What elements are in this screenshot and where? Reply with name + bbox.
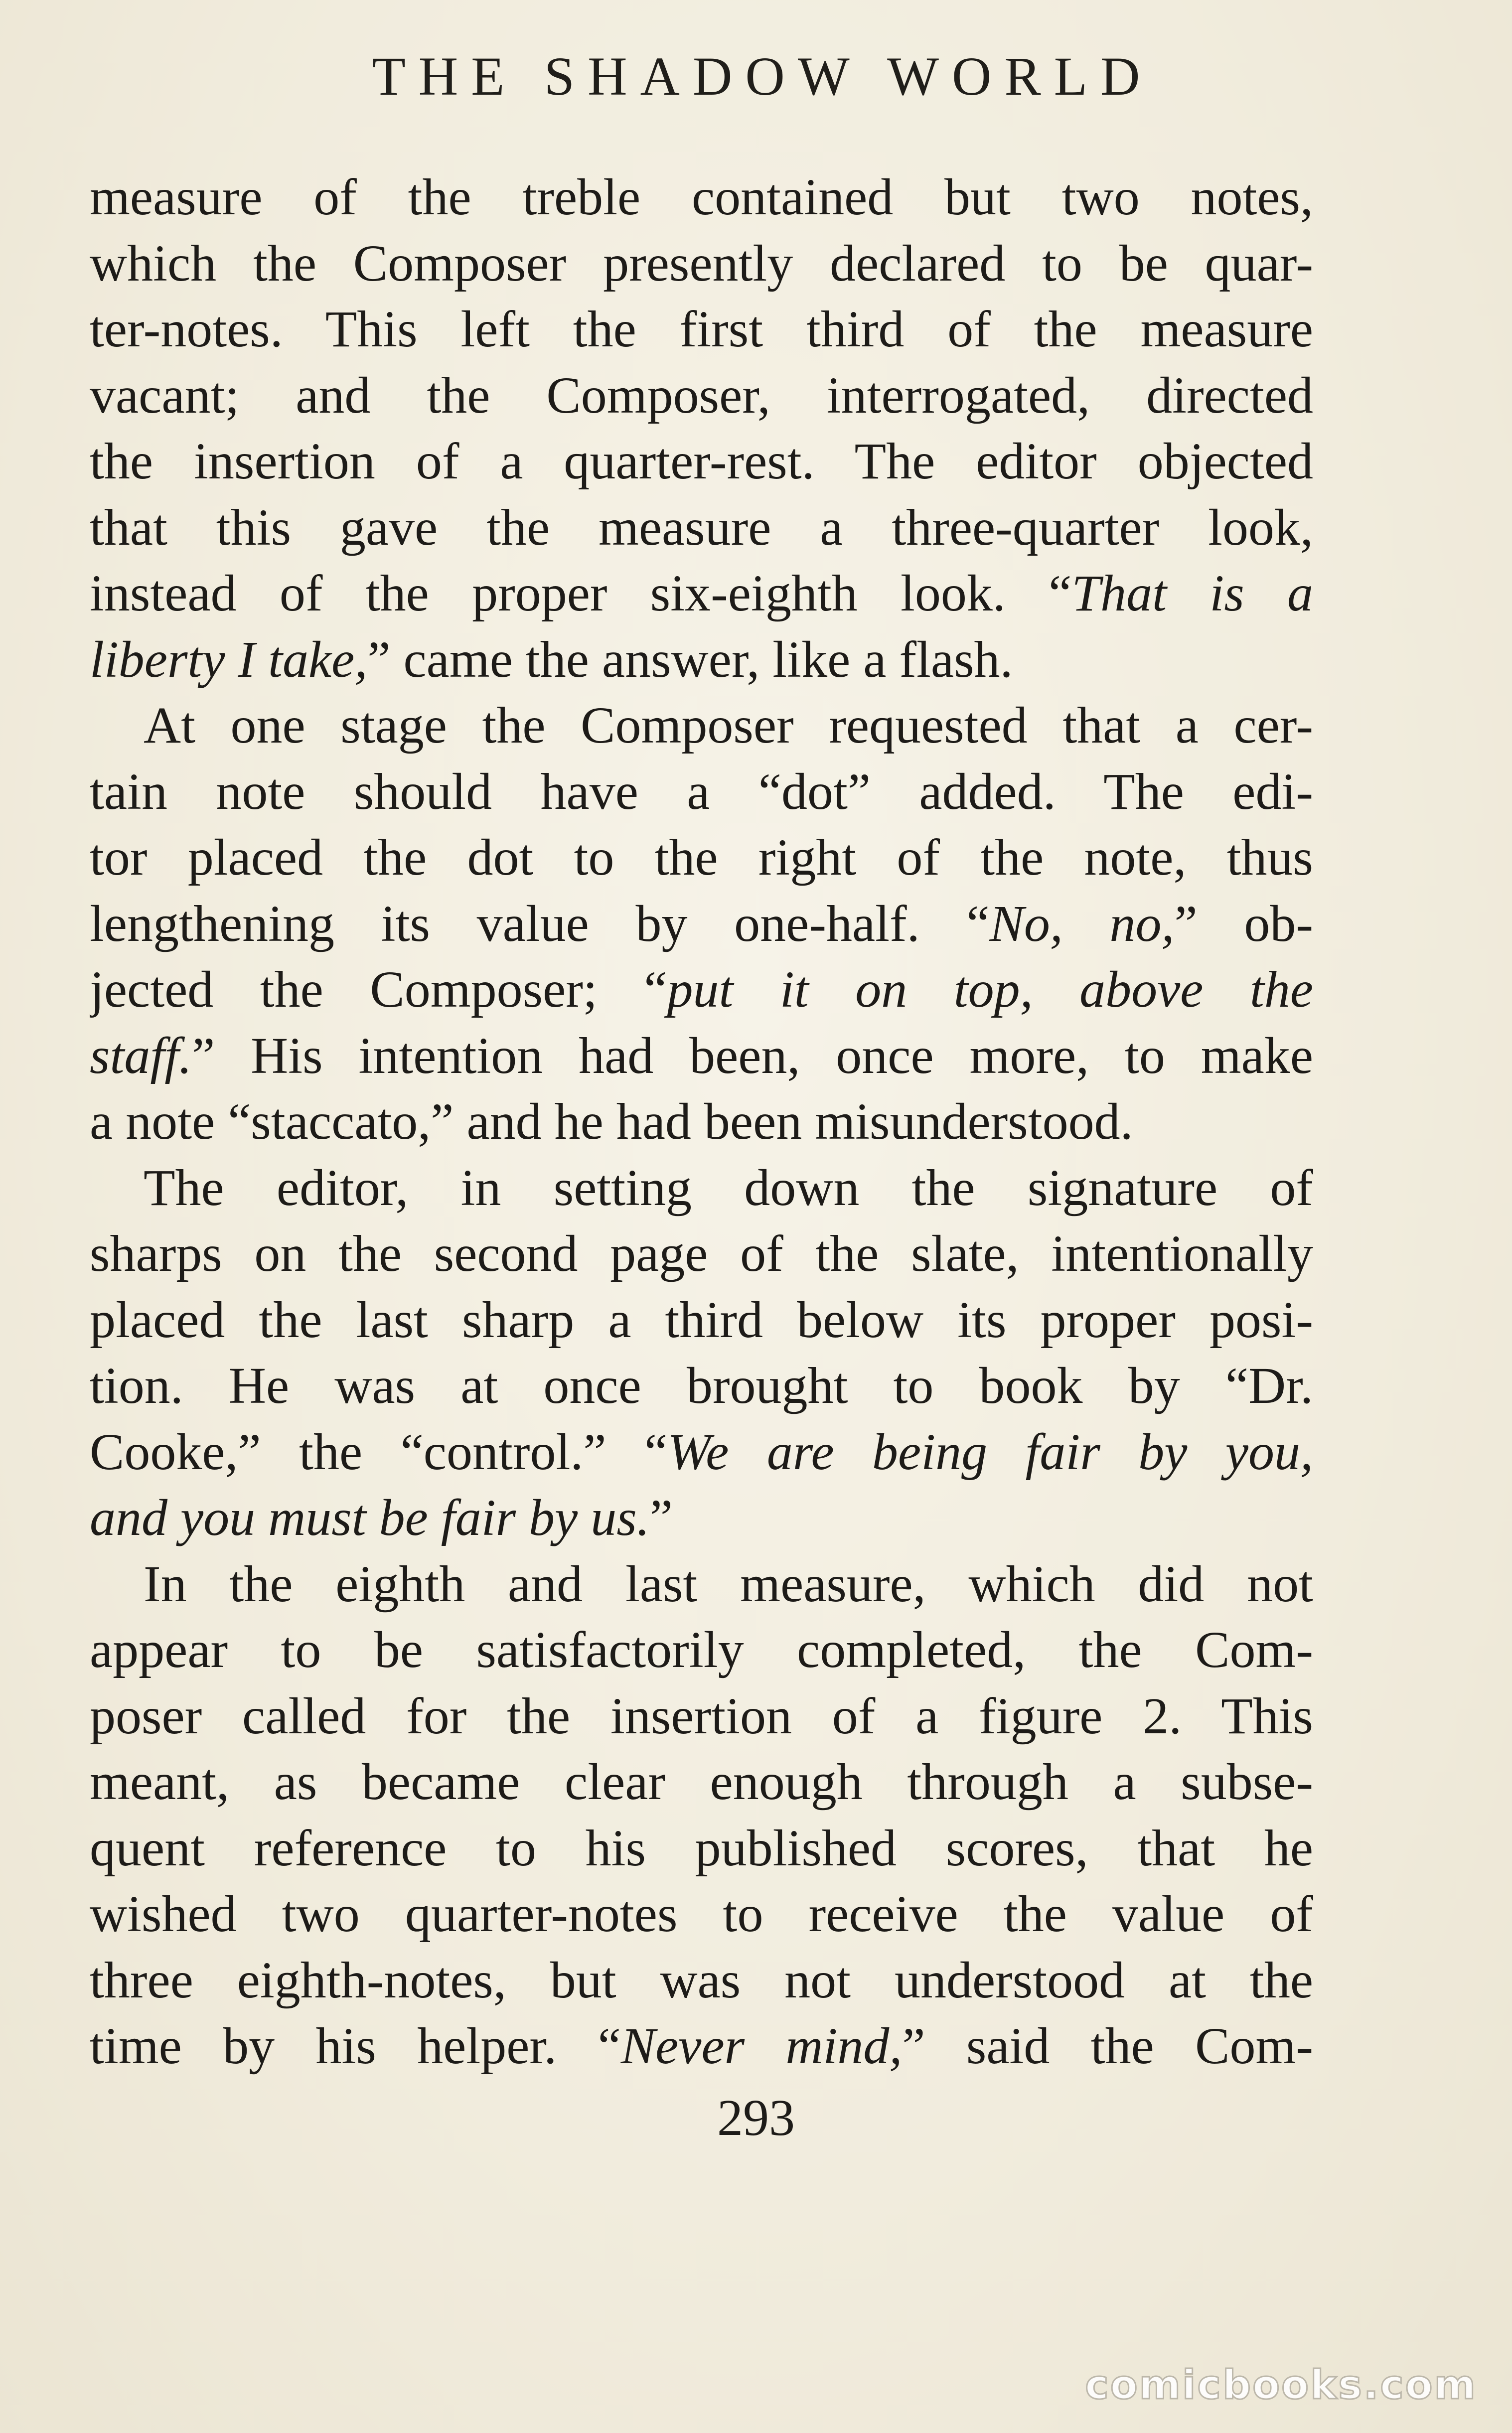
italic-run: liberty I take,: [90, 630, 368, 688]
text-run: placed the last sharp a third below its proper posi-: [90, 1291, 1313, 1349]
text-run: tion. He was at once brought to book by “Dr.: [90, 1357, 1313, 1414]
text-run: wished two quarter-notes to receive the value of: [90, 1885, 1313, 1943]
italic-run: put it on top, above the: [667, 961, 1313, 1018]
text-line: [90, 1419, 1313, 1486]
text-run: At one stage the Composer requested that a cer-: [144, 697, 1313, 754]
text-run: vacant; and the Composer, interrogated, directed: [90, 366, 1313, 424]
text-line: [90, 693, 1313, 759]
text-line: [90, 1749, 1313, 1816]
text-run: measure of the treble contained but two notes,: [90, 168, 1313, 226]
text-run: a note “staccato,” and he had been misunderstood.: [90, 1093, 1133, 1150]
text-line: [90, 759, 1313, 825]
text-run: the insertion of a quarter-rest. The editor objected: [90, 433, 1313, 490]
text-line: [90, 1287, 1313, 1354]
text-line: [90, 1881, 1313, 1948]
text-line: [90, 627, 1313, 693]
text-run: lengthening its value by one-half. “: [90, 895, 990, 952]
text-line: [90, 1551, 1313, 1618]
running-head: THE SHADOW WORLD: [372, 46, 1153, 107]
text-run: In the eighth and last measure, which did not: [144, 1555, 1313, 1613]
text-run: ”: [649, 1489, 673, 1546]
text-run: ter-notes. This left the first third of the measure: [90, 301, 1313, 358]
text-line: [90, 891, 1313, 957]
text-run: ” said the Com-: [902, 2017, 1313, 2075]
italic-run: staff.: [90, 1027, 192, 1084]
text-line: [90, 1023, 1313, 1089]
text-run: which the Composer presently declared to be quar-: [90, 234, 1313, 292]
text-line: [90, 231, 1313, 297]
text-line: [90, 1948, 1313, 2014]
text-run: ” ob-: [1174, 895, 1313, 952]
italic-run: Never mind,: [620, 2017, 903, 2075]
text-run: Cooke,” the “control.” “: [90, 1423, 668, 1481]
text-line: [90, 495, 1313, 561]
text-run: ” came the answer, like a flash.: [367, 630, 1013, 688]
text-run: poser called for the insertion of a figure 2. This: [90, 1687, 1313, 1745]
text-line: [90, 429, 1313, 495]
text-line: [90, 1485, 1313, 1551]
text-line: [90, 1683, 1313, 1750]
site-watermark: comicbooks.com: [1085, 2362, 1477, 2408]
text-run: appear to be satisfactorily completed, the Com-: [90, 1621, 1313, 1678]
text-line: [90, 363, 1313, 429]
text-line: [90, 1816, 1313, 1882]
body-text: [90, 164, 1313, 2080]
text-line: [90, 1617, 1313, 1683]
text-run: meant, as became clear enough through a subse-: [90, 1753, 1313, 1811]
text-run: jected the Composer; “: [90, 961, 667, 1018]
text-line: [90, 2013, 1313, 2080]
text-run: that this gave the measure a three-quarter look,: [90, 498, 1313, 556]
text-line: [90, 1353, 1313, 1419]
text-run: three eighth-notes, but was not understood at the: [90, 1951, 1313, 2009]
italic-run: No, no,: [989, 895, 1175, 952]
italic-run: and you must be fair by us.: [90, 1489, 650, 1546]
text-run: time by his helper. “: [90, 2017, 621, 2075]
text-run: quent reference to his published scores, that he: [90, 1819, 1313, 1877]
text-run: tor placed the dot to the right of the note, thus: [90, 829, 1313, 886]
text-run: tain note should have a “dot” added. The edi-: [90, 762, 1313, 820]
text-line: [90, 1221, 1313, 1287]
text-line: [90, 297, 1313, 363]
italic-run: That is a: [1071, 565, 1313, 622]
text-line: [90, 561, 1313, 627]
text-line: [90, 825, 1313, 891]
italic-run: We are being fair by you,: [667, 1423, 1313, 1481]
text-run: instead of the proper six-eighth look. “: [90, 565, 1072, 622]
text-line: [90, 1089, 1313, 1155]
text-line: [90, 1155, 1313, 1221]
page-number: 293: [717, 2089, 795, 2146]
text-line: [90, 957, 1313, 1023]
text-run: The editor, in setting down the signature of: [144, 1159, 1313, 1216]
text-run: ” His intention had been, once more, to make: [192, 1027, 1313, 1084]
text-line: [90, 164, 1313, 231]
text-run: sharps on the second page of the slate, intentionally: [90, 1225, 1313, 1282]
